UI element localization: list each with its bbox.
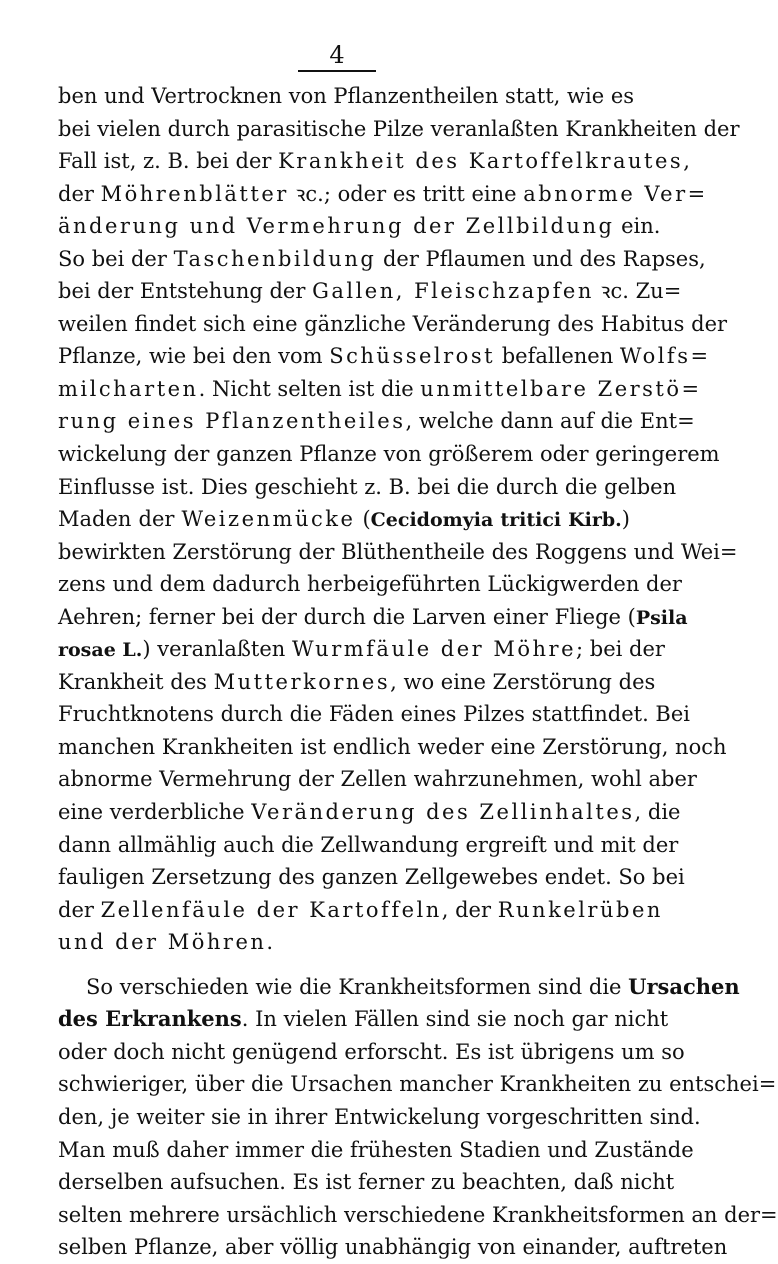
text-line (58, 210, 661, 243)
text-line (58, 113, 740, 146)
text-run: , (683, 149, 690, 174)
text-line (58, 243, 706, 276)
text-line (58, 340, 711, 373)
spaced-term: Gallen, Fleischzapfen (312, 279, 594, 304)
text-run: fauligen Zersetzung des ganzen Zellgewebes endet. So bei (58, 865, 685, 890)
text-run: eine verderbliche (58, 800, 252, 825)
text-run: abnorme Vermehrung der Zellen wahrzunehmen, wohl aber (58, 767, 697, 792)
paragraph-gap (58, 959, 630, 971)
bold-term: des Erkrankens (58, 1006, 242, 1032)
text-run: Pflanze, wie bei den vom (58, 344, 330, 369)
text-run: . (266, 930, 274, 955)
bold-term: Ursachen (628, 973, 740, 999)
text-run: befallenen (495, 344, 620, 369)
text-run: , wo eine Zerstörung des (390, 669, 656, 694)
page-number-rule (298, 70, 376, 72)
text-line (58, 275, 682, 308)
text-run: zens und dem dadurch herbeigeführten Lückigwerden der (58, 572, 682, 597)
text-run: So bei der (58, 246, 174, 271)
text-line (58, 178, 708, 211)
text-run: Maden der (58, 507, 182, 532)
text-line (58, 796, 681, 829)
spaced-term: Krankheit des Kartoffelkrautes (278, 149, 684, 174)
text-line (58, 503, 630, 536)
text-line (58, 763, 697, 796)
spaced-term: abnorme Ver= (523, 181, 708, 206)
spaced-term: Zellenfäule der Kartoffeln (100, 897, 442, 922)
text-line (58, 1134, 694, 1167)
text-run: ben und Vertrocknen von Pflanzentheilen statt, wie es (58, 84, 635, 108)
text-run: Fall ist, z. B. bei der (58, 149, 279, 174)
text-run: derselben aufsuchen. Es ist ferner zu beachten, daß nicht (58, 1170, 675, 1195)
text-line (58, 308, 728, 341)
text-line (58, 438, 720, 471)
spaced-term: Veränderung des Zellinhaltes (251, 800, 635, 825)
spaced-term: Taschenbildung (173, 246, 377, 271)
text-line (58, 926, 630, 959)
text-run: selten mehrere ursächlich verschiedene Krankheitsformen an der= (58, 1202, 778, 1227)
paragraph-1 (58, 80, 740, 959)
text-run: oder doch nicht genügend erforscht. Es ist übrigens um so (58, 1039, 685, 1064)
text-run: den, je weiter sie in ihrer Entwickelung vorgeschritten sind. (58, 1104, 701, 1129)
text-line (58, 568, 682, 601)
spaced-term: unmittelbare Zerstö= (420, 376, 702, 401)
text-run: ꝛc. Zu= (593, 279, 682, 304)
text-run: ; bei der (576, 637, 665, 662)
text-run: wickelung der ganzen Pflanze von größerem oder geringerem (58, 442, 720, 467)
text-run: . Nicht selten ist die (198, 376, 421, 401)
text-line (58, 536, 738, 569)
text-run: Aehren; ferner bei der durch die Larven einer Fliege ( (58, 604, 636, 629)
text-run: ) veranlaßten (142, 637, 292, 662)
text-line (58, 1068, 777, 1101)
text-line (58, 861, 685, 894)
spaced-term: Runkelrüben (497, 897, 663, 922)
latin-name: Psila (635, 606, 688, 629)
spaced-term: und der Möhren (58, 930, 267, 955)
text-run: manchen Krankheiten ist endlich weder eine Zerstörung, noch (58, 734, 727, 759)
text-line (58, 1231, 728, 1264)
text-run: selben Pflanze, aber völlig unabhängig von einander, auftreten (58, 1235, 728, 1260)
text-run: bei der Entstehung der (58, 279, 313, 304)
text-line (58, 1166, 675, 1199)
text-run: So verschieden wie die Krankheitsformen sind die (86, 974, 629, 999)
text-run: , die (634, 800, 681, 825)
spaced-term: Wolfs= (619, 344, 711, 369)
spaced-term: rung eines Pflanzentheiles (58, 409, 406, 434)
text-line (58, 698, 690, 731)
spaced-term: Wurmfäule der Möhre (291, 637, 577, 662)
text-line (58, 405, 695, 438)
text-run: Man muß daher immer die frühesten Stadien und Zustände (58, 1137, 694, 1162)
spaced-term: Schüsselrost (329, 344, 496, 369)
paragraph-2 (58, 971, 778, 1264)
text-line (58, 373, 702, 406)
spaced-term: Mutterkornes (213, 669, 391, 694)
text-run: Einflusse ist. Dies geschieht z. B. bei die durch die gelben (58, 474, 677, 499)
text-line (58, 1003, 669, 1036)
text-line (58, 80, 635, 113)
text-line (58, 666, 656, 699)
page-number: 4 (329, 41, 345, 69)
body-text (58, 80, 778, 1264)
text-run: der (58, 181, 101, 206)
text-run: schwieriger, über die Ursachen mancher Krankheiten zu entschei= (58, 1072, 777, 1097)
text-line (58, 829, 679, 862)
text-line (58, 145, 690, 178)
text-run: ein. (614, 214, 661, 239)
spaced-term: Weizenmücke (181, 507, 356, 532)
text-line (58, 731, 727, 764)
text-run: weilen findet sich eine gänzliche Veränderung des Habitus der (58, 311, 728, 336)
text-line (58, 471, 677, 504)
spaced-term: änderung und Vermehrung der Zellbildung (58, 214, 615, 239)
text-run: bewirkten Zerstörung der Blüthentheile des Roggens und Wei= (58, 539, 738, 564)
text-run: der (58, 897, 101, 922)
text-line (58, 1101, 701, 1134)
text-line (58, 1036, 685, 1069)
latin-name: rosae L. (58, 639, 143, 662)
text-run: bei vielen durch parasitische Pilze veranlaßten Krankheiten der (58, 116, 740, 141)
text-line (58, 971, 740, 1004)
text-run: Fruchtknotens durch die Fäden eines Pilzes stattfindet. Bei (58, 702, 690, 727)
spaced-term: Möhrenblätter (100, 181, 289, 206)
text-run: der Pflaumen und des Rapses, (376, 246, 706, 271)
latin-name: Cecidomyia tritici Kirb. (370, 509, 622, 532)
text-line (58, 601, 688, 634)
spaced-term: milcharten (58, 376, 199, 401)
text-run: , welche dann auf die Ent= (405, 409, 695, 434)
text-run: ) (621, 507, 630, 532)
text-line (58, 633, 665, 666)
text-run: , der (441, 897, 498, 922)
text-run: ꝛc.; oder es tritt eine (288, 181, 524, 206)
text-line (58, 894, 663, 927)
text-run: . In vielen Fällen sind sie noch gar nicht (241, 1007, 669, 1032)
text-run: dann allmählig auch die Zellwandung ergreift und mit der (58, 832, 679, 857)
text-line (58, 1199, 778, 1232)
text-run: ( (355, 507, 371, 532)
text-run: Krankheit des (58, 669, 214, 694)
